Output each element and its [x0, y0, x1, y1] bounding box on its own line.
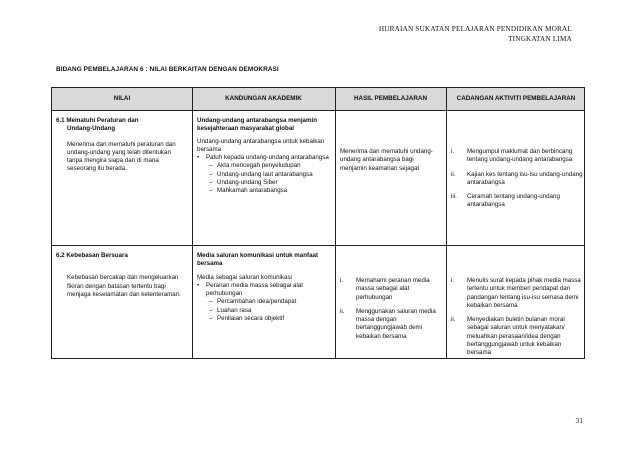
- row-2-kandungan-bullet: Peranan media massa sebagai alat perhubungan: [206, 281, 303, 298]
- sub-item-text: Undang-undang laut antarabangsa: [217, 170, 313, 178]
- list-item: [451, 193, 583, 210]
- header-line-2: TINGKATAN LIMA: [508, 35, 572, 43]
- dash-icon: –: [209, 179, 213, 187]
- column-header-kandungan: KANDUNGAN AKADEMIK: [225, 95, 302, 102]
- list-item-text: Ceramah tentang undang-undang antarabangsa: [467, 193, 560, 209]
- list-item-text: Menyediakan buletin bulanan moral sebagai saluran untuk menyatakan/ meluahkan perasaan/idea dengan bertanggungjawab untuk kebaikan bersama: [467, 316, 565, 357]
- list-marker: i.: [340, 277, 344, 284]
- document-header: [379, 24, 572, 44]
- table-header: [52, 88, 584, 111]
- sub-item-text: Mahkamah antarabangsa: [217, 187, 288, 195]
- list-item: [197, 282, 331, 299]
- list-marker: ii.: [340, 307, 345, 315]
- list-item: [197, 154, 331, 162]
- row-1-nilai-title: 6.1 Mematuhi Peraturan dan: [56, 117, 139, 124]
- list-marker: i.: [451, 148, 455, 155]
- row-divider: [52, 245, 584, 246]
- list-item-text: Kajian kes tentang isu-isu undang-undang antarabangsa: [467, 170, 583, 186]
- list-marker: ii.: [451, 316, 456, 324]
- list-item-text: Menggunakan saluran media massa dengan bertanggungjawab demi kebaikan bersama: [356, 307, 436, 340]
- dash-icon: –: [209, 162, 213, 170]
- row-2-kandungan: [197, 252, 331, 323]
- list-item: [197, 307, 331, 315]
- column-header-aktiviti: CADANGAN AKTIVITI PEMBELAJARAN: [456, 95, 576, 102]
- row-1-kandungan-intro: Undang-undang antarabangsa untuk kebaikan bersama: [197, 137, 325, 153]
- column-divider: [192, 88, 193, 358]
- sub-item-text: Penilaian secara objektif: [217, 315, 285, 323]
- list-item: [197, 187, 331, 195]
- header-line-1: HURAIAN SUKATAN PELAJARAN PENDIDIKAN MORAL: [378, 25, 572, 33]
- list-item: [197, 162, 331, 170]
- list-item: [197, 298, 331, 306]
- row-2-nilai: [56, 252, 188, 299]
- list-item: [340, 277, 442, 302]
- row-1-kandungan-bullet: Patuh kepada undang-undang antarabangsa: [206, 154, 329, 162]
- row-1-nilai-desc: Menerima dan mematuhi peraturan dan undang-undang yang telah ditentukan tanpa mengira siapa dan di mana seseorang itu berada.: [67, 140, 176, 173]
- bullet-icon: •: [197, 154, 200, 162]
- list-item: [451, 171, 583, 188]
- row-1-nilai-title-cont: Undang-Undang: [67, 125, 116, 133]
- bullet-icon: •: [197, 281, 200, 289]
- list-marker: i.: [451, 277, 455, 284]
- dash-icon: –: [209, 315, 213, 323]
- sub-item-text: Luahan rasa: [217, 306, 252, 314]
- list-item-text: Mengumpul maklumat dan berbincang tentang undang-undang antarabangsa: [467, 148, 573, 164]
- list-item-text: Memahami peranan media massa sebagai alat perhubungan: [356, 277, 430, 301]
- list-item: [197, 171, 331, 179]
- column-header-nilai: NILAI: [113, 95, 131, 102]
- column-divider: [446, 88, 447, 358]
- page-number: 31: [575, 416, 583, 425]
- row-1-hasil: Menerima dan mematuhi undang-undang antarabangsa bagi menjamin keamanan sejagat: [340, 148, 433, 172]
- column-header-hasil: HASIL PEMBELAJARAN: [353, 95, 427, 102]
- column-divider: [335, 88, 336, 358]
- list-item: [451, 316, 583, 357]
- row-1-kandungan-title: Undang-undang antarabangsa menjamin kesejahteraan masyarakat global: [197, 117, 317, 133]
- dash-icon: –: [209, 298, 213, 306]
- sub-item-text: Percambahan idea/pendapat: [217, 298, 297, 306]
- row-2-kandungan-intro: Media sebagai saluran komunikasi: [197, 273, 292, 281]
- sub-item-text: Akta mencegah penyeludupan: [217, 162, 301, 170]
- row-1-nilai: [56, 117, 188, 174]
- row-2-kandungan-title: Media saluran komunikasi untuk manfaat bersama: [197, 252, 319, 268]
- list-marker: iii.: [451, 193, 457, 201]
- list-item: [451, 148, 583, 165]
- dash-icon: –: [209, 187, 213, 195]
- list-item: [197, 179, 331, 187]
- row-2-nilai-title: 6.2 Kebebasan Bersuara: [56, 252, 128, 259]
- list-item: [340, 308, 442, 341]
- row-2-nilai-desc: Kebebasan bercakap dan mengeluarkan fikiran dengan batasan tertentu bagi menjaga keselamatan dan ketenteraman.: [67, 274, 181, 298]
- sub-item-text: Undang-undang Siber: [217, 179, 278, 187]
- syllabus-table: [51, 87, 585, 359]
- dash-icon: –: [209, 170, 213, 178]
- row-2-hasil: [340, 277, 442, 347]
- row-2-aktiviti: [451, 277, 583, 364]
- list-marker: ii.: [451, 170, 456, 178]
- row-1-kandungan: [197, 117, 331, 196]
- list-item: [451, 277, 583, 310]
- section-title: BIDANG PEMBELAJARAN 6 : NILAI BERKAITAN DENGAN DEMOKRASI: [56, 66, 279, 73]
- list-item: [197, 315, 331, 323]
- dash-icon: –: [209, 306, 213, 314]
- list-item-text: Menulis surat kepada pihak media massa tertentu untuk memberi pendapat dan pandangan tentang isu-isu semasa demi kebaikan bersama: [467, 277, 581, 309]
- row-1-aktiviti: [451, 148, 583, 216]
